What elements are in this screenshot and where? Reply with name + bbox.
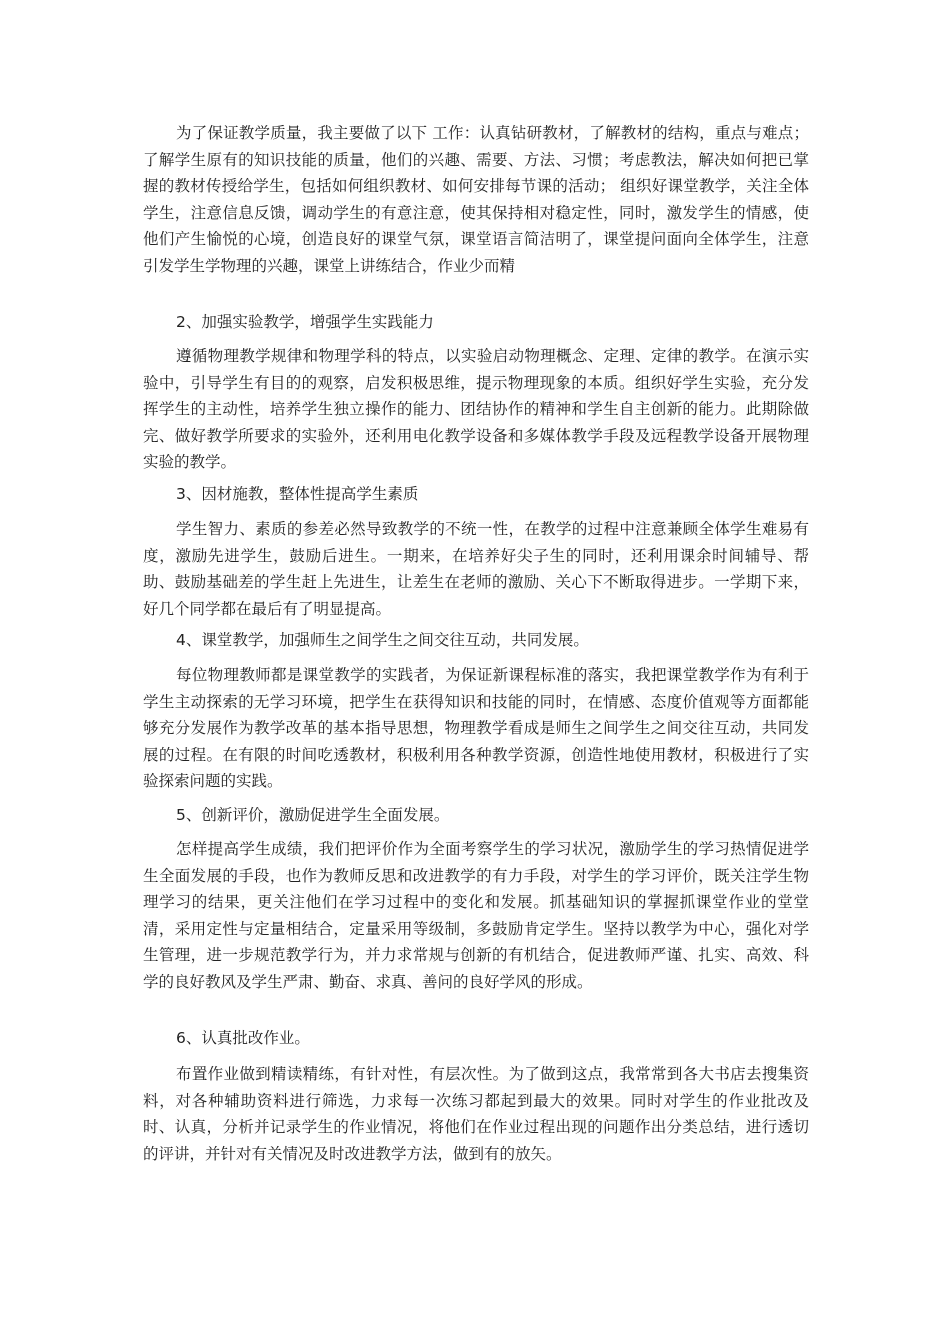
- section-4-heading: 4、课堂教学，加强师生之间学生之间交往互动，共同发展。: [176, 631, 589, 649]
- section-3-heading: 3、因材施教，整体性提高学生素质: [176, 485, 419, 503]
- intro-paragraph: 为了保证教学质量，我主要做了以下 工作：认真钻研教材，了解教材的结构，重点与难点；了解学生原有的知识技能的质量，他们的兴趣、需要、方法、习惯；考虑教法，解决如何把已掌握的教材传授给学生，包括如何组织教材、如何安排每节课的活动； 组织好课堂教学，关注全体学生，注意信息反馈，调动学生的有意注意，使其保持相对稳定性，同时，激发学生的情感，使他们产生愉悦的心境，创造良好的课堂气氛，课堂语言简洁明了，课堂提问面向全体学生，注意引发学生学物理的兴趣，课堂上讲练结合，作业少而精: [143, 124, 809, 275]
- section-4-body: 每位物理教师都是课堂教学的实践者，为保证新课程标准的落实，我把课堂教学作为有利于学生主动探索的无学习环境，把学生在获得知识和技能的同时，在情感、态度价值观等方面都能够充分发展作为教学改革的基本指导思想，物理教学看成是师生之间学生之间交往互动，共同发展的过程。在有限的时间吃透教材，积极利用各种教学资源，创造性地使用教材，积极进行了实验探索问题的实践。: [143, 666, 809, 790]
- section-6-heading: 6、认真批改作业。: [176, 1029, 310, 1047]
- section-6-body: 布置作业做到精读精练，有针对性，有层次性。为了做到这点，我常常到各大书店去搜集资料，对各种辅助资料进行筛选，力求每一次练习都起到最大的效果。同时对学生的作业批改及时、认真，分析并记录学生的作业情况，将他们在作业过程出现的问题作出分类总结，进行透切的评讲，并针对有关情况及时改进教学方法，做到有的放矢。: [143, 1065, 809, 1163]
- section-5-body: 怎样提高学生成绩，我们把评价作为全面考察学生的学习状况，激励学生的学习热情促进学生全面发展的手段，也作为教师反思和改进教学的有力手段，对学生的学习评价，既关注学生物理学习的结果，更关注他们在学习过程中的变化和发展。抓基础知识的掌握抓课堂作业的堂堂清，采用定性与定量相结合，定量采用等级制，多鼓励肯定学生。坚持以教学为中心，强化对学生管理，进一步规范教学行为，并力求常规与创新的有机结合，促进教师严谨、扎实、高效、科学的良好教风及学生严肃、勤奋、求真、善问的良好学风的形成。: [143, 840, 809, 991]
- section-2-heading: 2、加强实验教学，增强学生实践能力: [176, 313, 434, 331]
- section-5-heading: 5、创新评价，激励促进学生全面发展。: [176, 806, 450, 824]
- section-2-body: 遵循物理教学规律和物理学科的特点，以实验启动物理概念、定理、定律的教学。在演示实验中，引导学生有目的的观察，启发积极思维，提示物理现象的本质。组织好学生实验，充分发挥学生的主动性，培养学生独立操作的能力、团结协作的精神和学生自主创新的能力。此期除做完、做好教学所要求的实验外，还利用电化教学设备和多媒体教学手段及远程教学设备开展物理实验的教学。: [143, 347, 809, 471]
- section-3-body: 学生智力、素质的参差必然导致教学的不统一性，在教学的过程中注意兼顾全体学生难易有度，激励先进学生，鼓励后进生。一期来，在培养好尖子生的同时，还利用课余时间辅导、帮助、鼓励基础差的学生赶上先进生，让差生在老师的激励、关心下不断取得进步。一学期下来，好几个同学都在最后有了明显提高。: [143, 520, 809, 618]
